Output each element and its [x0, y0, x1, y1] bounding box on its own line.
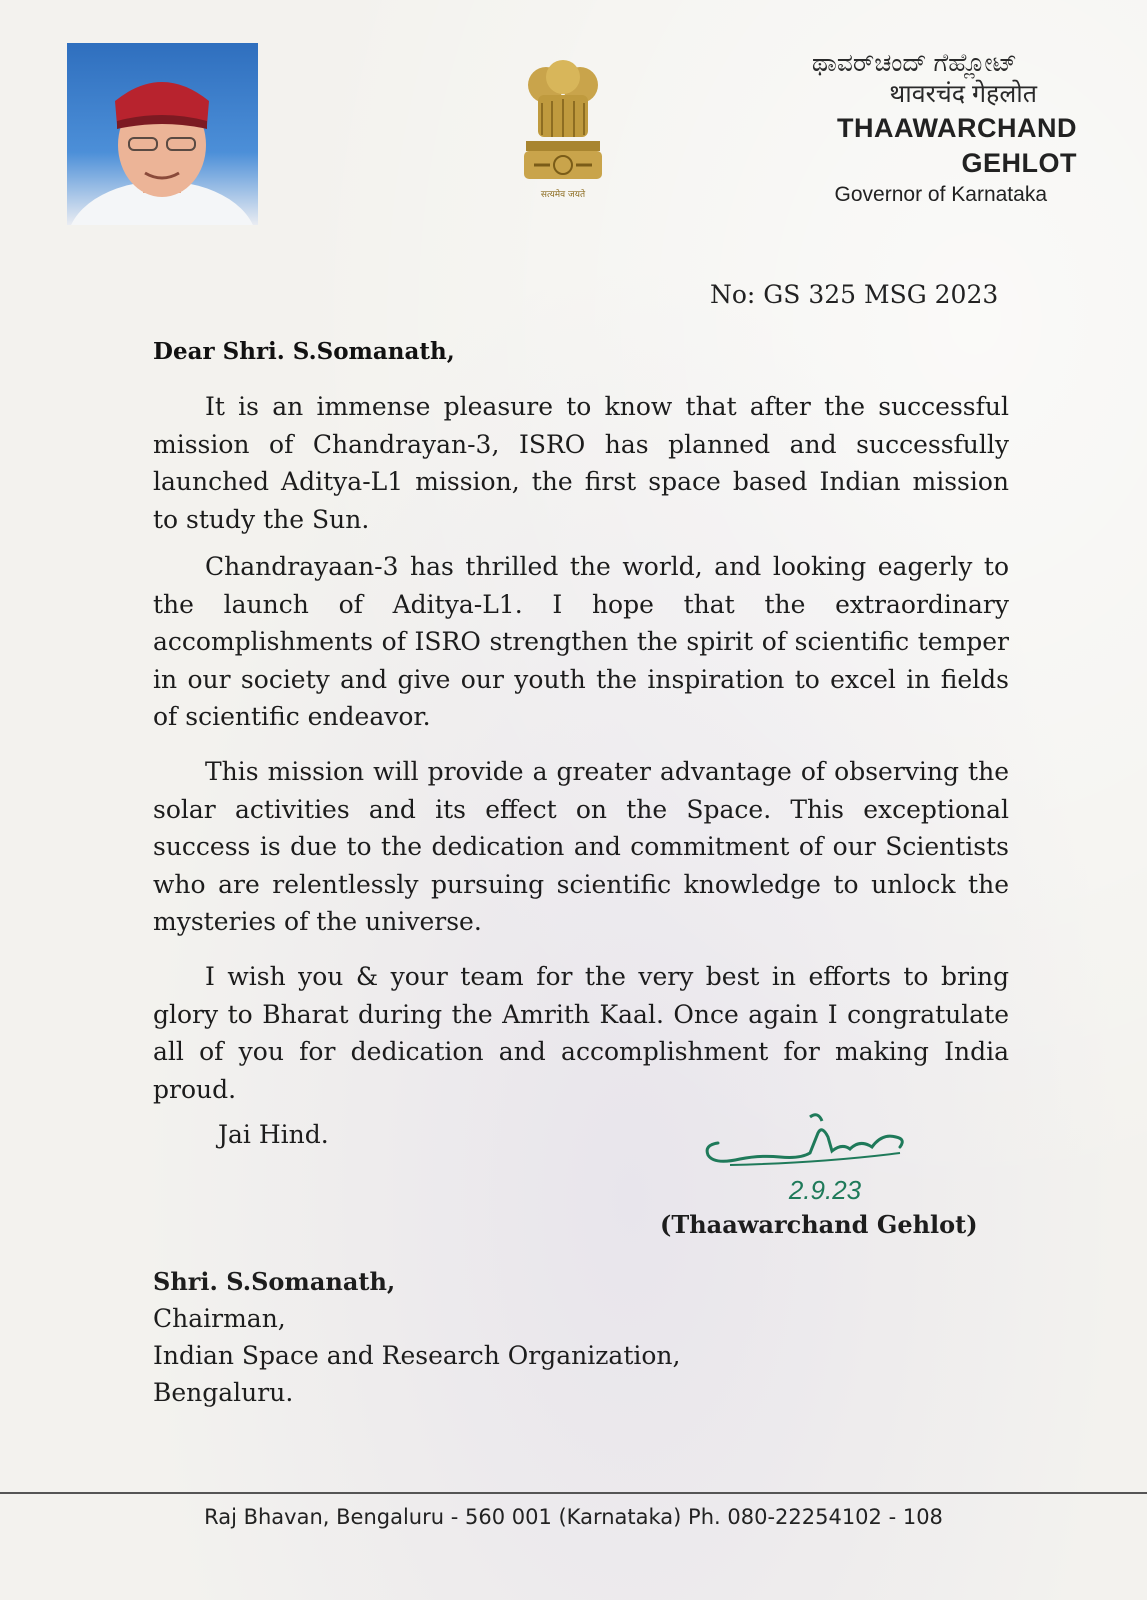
name-hindi: थावरचंद गेहलोत: [889, 80, 1037, 108]
paragraph-1: [153, 388, 1009, 538]
paragraph-3: [153, 753, 1009, 941]
portrait-illustration: [67, 43, 258, 225]
name-english: THAAWARCHAND GEHLOT: [837, 112, 1077, 178]
recipient-address: [153, 1263, 680, 1411]
paragraph-2: [153, 548, 1009, 736]
handwritten-signature: [700, 1103, 930, 1213]
letterhead-header: [717, 48, 1077, 208]
designation: Governor of Karnataka: [834, 182, 1047, 206]
recipient-name: Shri. S.Somanath,: [153, 1267, 396, 1296]
signature-date: 2.9.23: [788, 1175, 862, 1205]
paragraph-text: Chandrayaan-3 has thrilled the world, and looking eagerly to the launch of Aditya-L1. I hope that the extraordinary accomplishments of ISRO strengthen the spirit of scientific temper in our society and give our youth the inspiration to excel in fields of scientific endeavor.: [153, 552, 1009, 731]
salutation: Dear Shri. S.Somanath,: [153, 338, 455, 365]
paragraph-text: It is an immense pleasure to know that after the successful mission of Chandrayan-3, ISRO has planned and successfully launched Aditya-L1 mission, the first space based Indian mission to study the Sun.: [153, 392, 1009, 534]
recipient-city: Bengaluru.: [153, 1378, 294, 1407]
name-kannada: ಥಾವರ್‌ಚಂದ್ ಗೆಹ್ಲೋಟ್: [811, 49, 1017, 77]
paragraph-4: [153, 958, 1009, 1108]
signature-icon: [700, 1103, 930, 1213]
state-emblem: [516, 55, 610, 205]
signatory-name: (Thaawarchand Gehlot): [660, 1210, 978, 1239]
footer-divider: [0, 1492, 1147, 1494]
closing: Jai Hind.: [218, 1120, 329, 1149]
lion-capital-icon: [516, 55, 610, 205]
governor-photo: [67, 43, 258, 225]
reference-number: No: GS 325 MSG 2023: [710, 280, 999, 309]
paragraph-text: I wish you & your team for the very best in efforts to bring glory to Bharat during the Amrith Kaal. Once again I congratulate all of you for dedication and accomplishment for making India proud.: [153, 962, 1009, 1104]
paragraph-text: This mission will provide a greater advantage of observing the solar activities and its effect on the Space. This exceptional success is due to the dedication and commitment of our Scientists who are relentlessly pursuing scientific knowledge to unlock the mysteries of the universe.: [153, 757, 1009, 936]
footer-address: Raj Bhavan, Bengaluru - 560 001 (Karnataka) Ph. 080-22254102 - 108: [204, 1505, 943, 1529]
recipient-title: Chairman,: [153, 1304, 286, 1333]
recipient-organization: Indian Space and Research Organization,: [153, 1341, 681, 1370]
emblem-motto: सत्यमेव जयते: [540, 190, 586, 200]
